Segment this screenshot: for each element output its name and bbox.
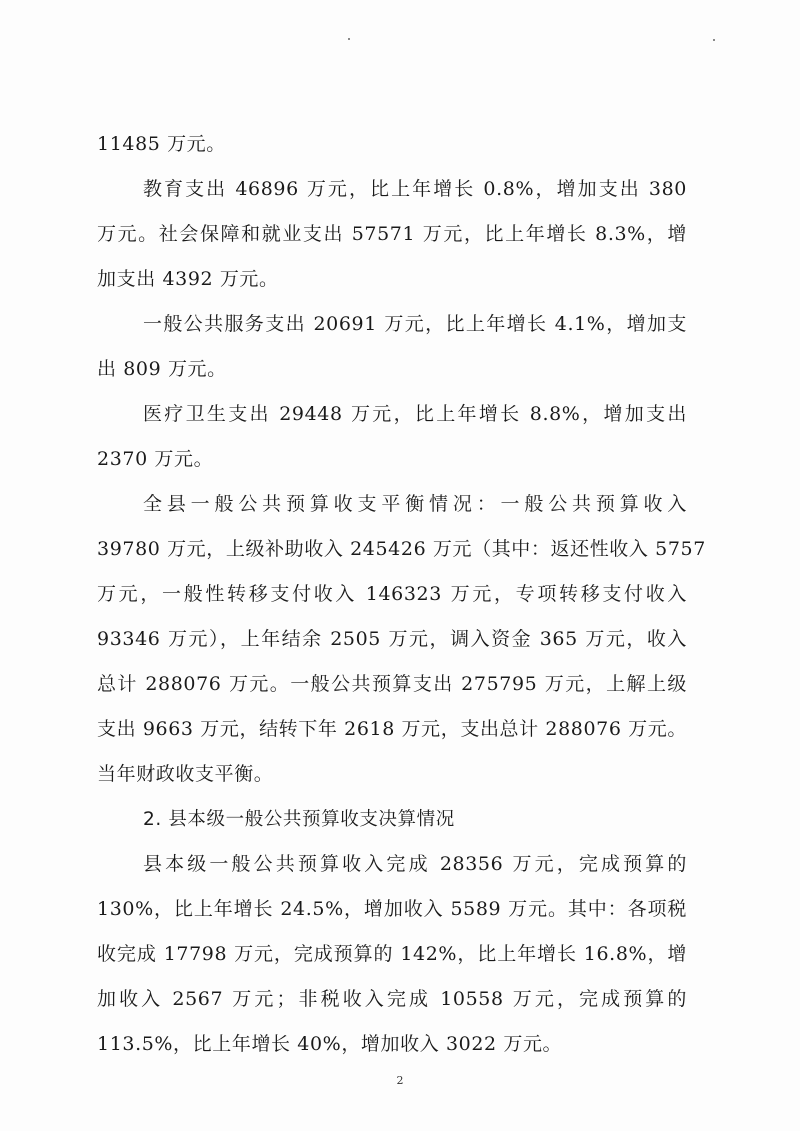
text-line: 县本级一般公共预算收入完成 28356 万元，完成预算的 (143, 853, 687, 875)
text-line: 出 809 万元。 (97, 358, 227, 380)
document-body (97, 122, 706, 1067)
text-line: 收完成 17798 万元，完成预算的 142%，比上年增长 16.8%，增 (97, 943, 687, 965)
text-line: 一般公共服务支出 20691 万元，比上年增长 4.1%，增加支 (143, 313, 687, 335)
text-line: 医疗卫生支出 29448 万元，比上年增长 8.8%，增加支出 (143, 403, 687, 425)
scan-speck (713, 39, 715, 41)
scan-speck (348, 38, 350, 40)
paragraph-healthcare-spending (97, 392, 687, 482)
text-line: 加收入 2567 万元；非税收入完成 10558 万元，完成预算的 (97, 988, 687, 1010)
section-heading-text: 2. 县本级一般公共预算收支决算情况 (143, 809, 455, 830)
text-line: 万元，一般性转移支付收入 146323 万元，专项转移支付收入 (97, 583, 687, 605)
paragraph-continuation (97, 122, 687, 167)
text-line: 2370 万元。 (97, 448, 214, 470)
text-line: 113.5%，比上年增长 40%，增加收入 3022 万元。 (97, 1033, 563, 1055)
text-line: 全县一般公共预算收支平衡情况：一般公共预算收入 (143, 493, 687, 515)
page-number: 2 (396, 1074, 404, 1087)
text-line: 教育支出 46896 万元，比上年增长 0.8%，增加支出 380 (143, 178, 687, 200)
text-line: 支出 9663 万元，结转下年 2618 万元，支出总计 288076 万元。 (97, 718, 687, 740)
paragraph-education-spending (97, 167, 687, 302)
text-line: 93346 万元），上年结余 2505 万元，调入资金 365 万元，收入 (97, 628, 687, 650)
text-line: 万元。社会保障和就业支出 57571 万元，比上年增长 8.3%，增 (97, 223, 687, 245)
text-line: 11485 万元。 (97, 133, 226, 155)
text-line: 总计 288076 万元。一般公共预算支出 275795 万元，上解上级 (97, 673, 687, 695)
paragraph-county-budget-balance (97, 482, 706, 797)
paragraph-county-level-revenue (97, 842, 687, 1067)
text-line: 加支出 4392 万元。 (97, 268, 279, 290)
paragraph-public-service-spending (97, 302, 687, 392)
section-heading (97, 797, 687, 842)
text-line: 当年财政收支平衡。 (97, 763, 274, 785)
text-line: 39780 万元，上级补助收入 245426 万元（其中：返还性收入 5757 (97, 538, 706, 560)
text-line: 130%，比上年增长 24.5%，增加收入 5589 万元。其中：各项税 (97, 898, 687, 920)
